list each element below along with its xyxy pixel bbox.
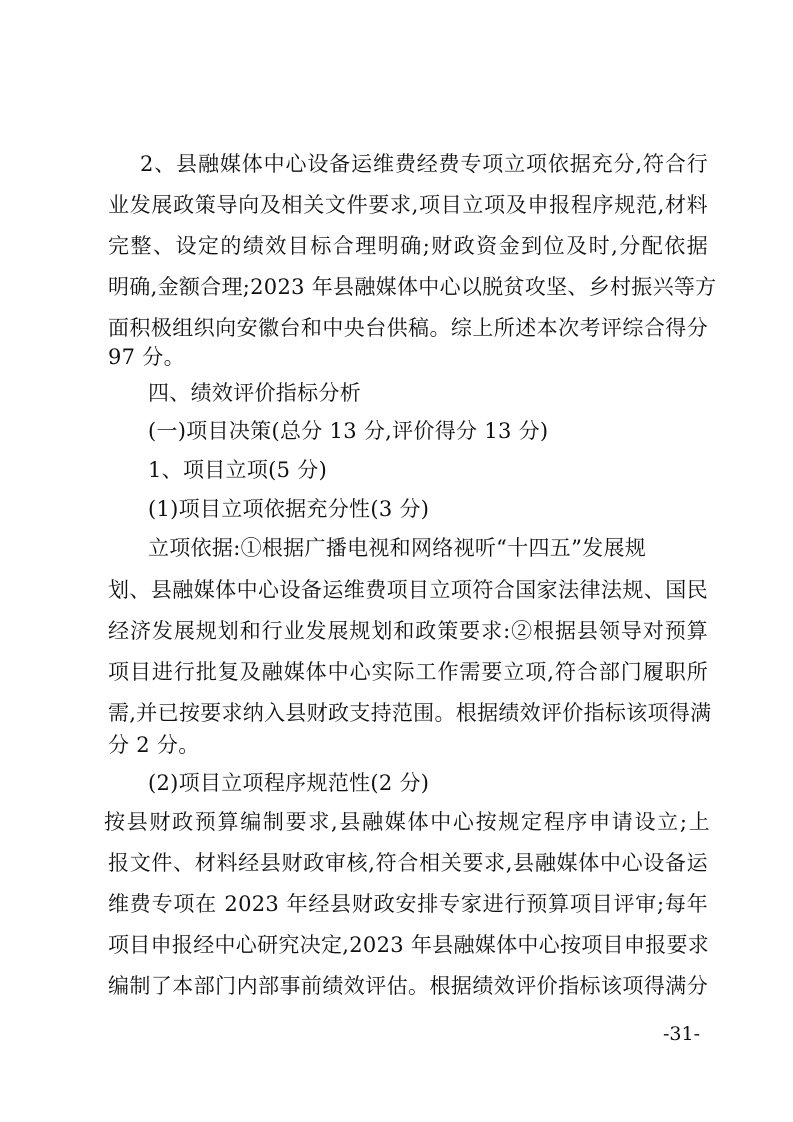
text-line: 编制了本部门内部事前绩效评估。根据绩效评价指标该项得满分 xyxy=(108,974,708,998)
text-line: 项目申报经中心研究决定,2023 年县融媒体中心按项目申报要求 xyxy=(108,933,710,957)
text-line: 完整、设定的绩效目标合理明确;财政资金到位及时,分配依据 xyxy=(108,234,708,258)
text-line: 2、县融媒体中心设备运维费经费专项立项依据充分,符合行 xyxy=(140,152,708,176)
text-line: 经济发展规划和行业发展规划和政策要求:②根据县领导对预算 xyxy=(108,619,708,643)
subsection-heading: (2)项目立项程序规范性(2 分) xyxy=(148,771,430,795)
text-line: 项目进行批复及融媒体中心实际工作需要立项,符合部门履职所 xyxy=(108,660,708,684)
text-line: 划、县融媒体中心设备运维费项目立项符合国家法律法规、国民 xyxy=(108,578,708,602)
text-line: 报文件、材料经县财政审核,符合相关要求,县融媒体中心设备运 xyxy=(108,851,708,875)
text-line: 需,并已按要求纳入县财政支持范围。根据绩效评价指标该项得满 xyxy=(108,701,712,725)
page-number: -31- xyxy=(662,1023,700,1045)
subsection-heading: (1)项目立项依据充分性(3 分) xyxy=(148,497,430,521)
text-line: 面积极组织向安徽台和中央台供稿。综上所述本次考评综合得分 xyxy=(108,316,708,340)
subsection-heading: (一)项目决策(总分 13 分,评价得分 13 分) xyxy=(148,419,549,443)
text-line: 97 分。 xyxy=(108,345,185,369)
text-line: 按县财政预算编制要求,县融媒体中心按规定程序申请设立;上 xyxy=(104,810,710,834)
text-line: 立项依据:①根据广播电视和网络视听“十四五”发展规 xyxy=(148,536,647,560)
text-line: 明确,金额合理;2023 年县融媒体中心以脱贫攻坚、乡村振兴等方 xyxy=(108,275,717,299)
text-line: 业发展政策导向及相关文件要求,项目立项及申报程序规范,材料 xyxy=(108,193,708,217)
text-line: 维费专项在 2023 年经县财政安排专家进行预算项目评审;每年 xyxy=(108,892,708,916)
text-line: 分 2 分。 xyxy=(108,733,200,757)
section-heading: 四、绩效评价指标分析 xyxy=(148,381,361,405)
subsection-heading: 1、项目立项(5 分) xyxy=(148,458,328,482)
